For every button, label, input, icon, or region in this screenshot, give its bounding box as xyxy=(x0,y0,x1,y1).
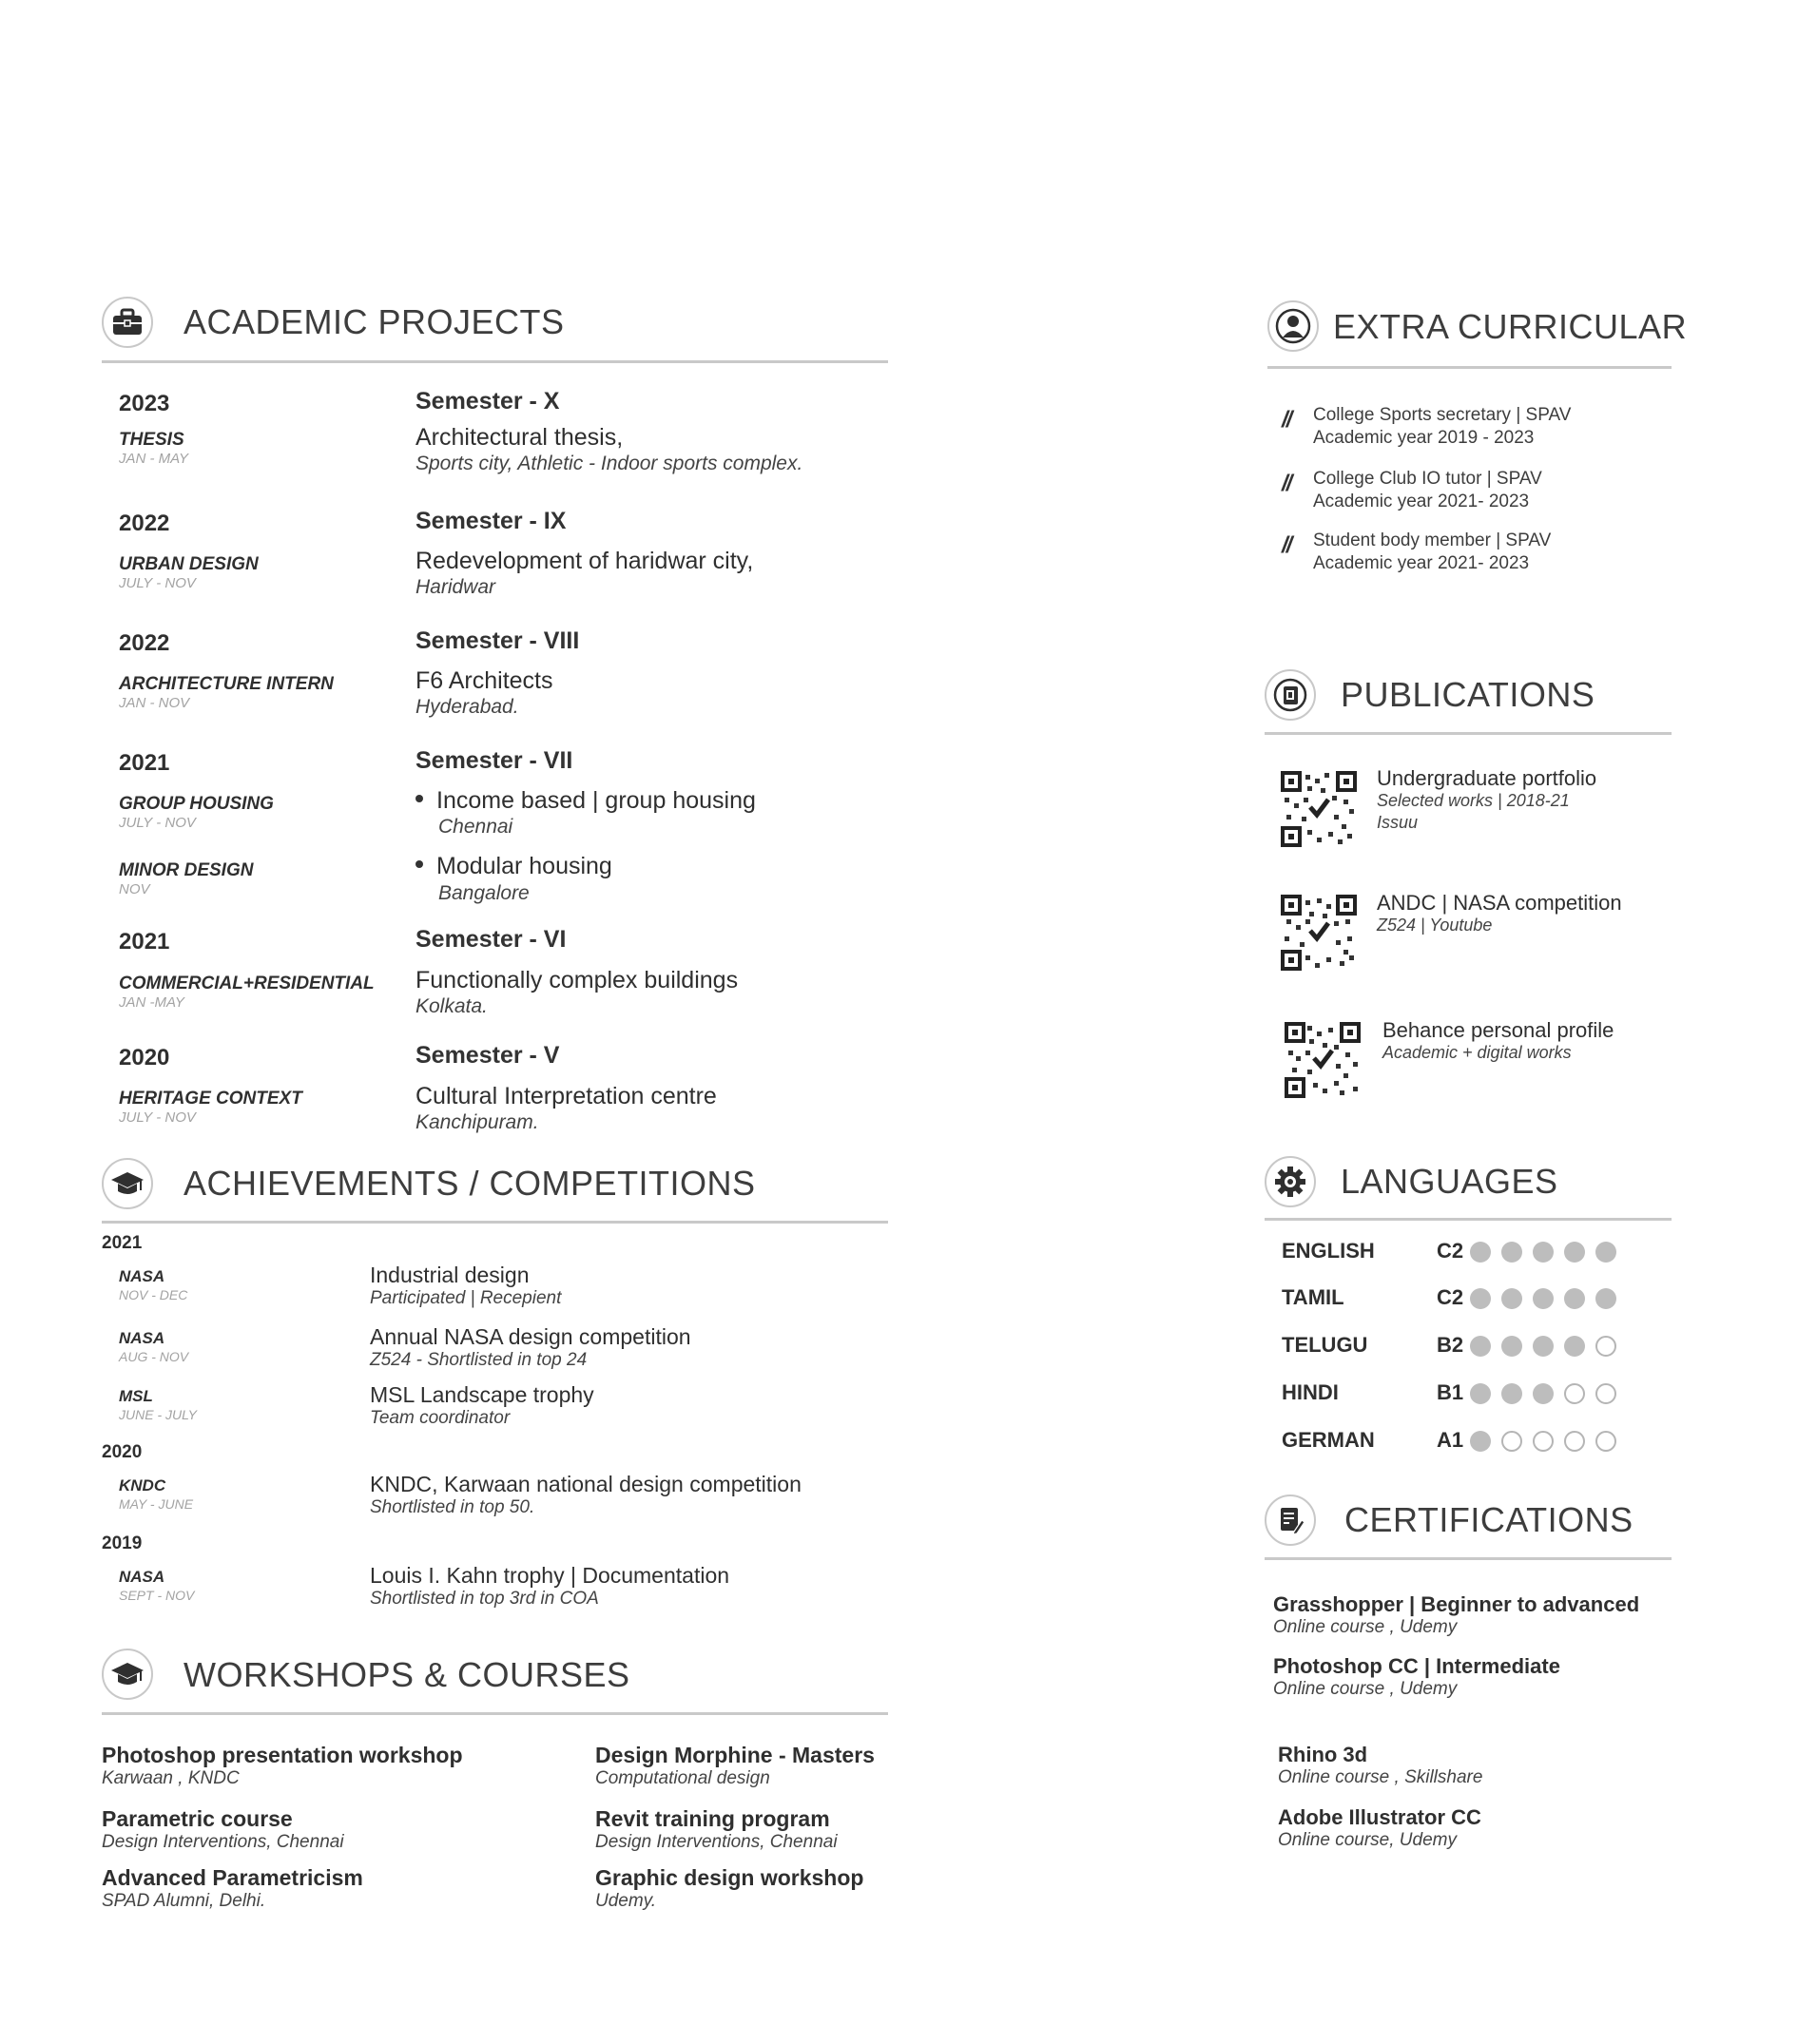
certification-provider: Online course , Udemy xyxy=(1273,1617,1458,1637)
filled-dot-icon xyxy=(1501,1336,1522,1357)
graduation-cap-icon xyxy=(102,1649,153,1700)
qr-code-icon[interactable] xyxy=(1281,895,1357,971)
project-category: COMMERCIAL+RESIDENTIAL xyxy=(119,974,375,993)
project-title-text: Modular housing xyxy=(436,853,612,879)
project-title xyxy=(416,853,612,880)
project-title: Redevelopment of haridwar city, xyxy=(416,548,754,574)
publication-title[interactable]: Undergraduate portfolio xyxy=(1377,766,1597,790)
filled-dot-icon xyxy=(1470,1288,1491,1309)
section-title: PUBLICATIONS xyxy=(1341,675,1595,714)
achievement-title: KNDC, Karwaan national design competition xyxy=(370,1472,802,1496)
course-title: Advanced Parametricism xyxy=(102,1865,363,1890)
certification-title: Adobe Illustrator CC xyxy=(1278,1805,1481,1829)
filled-dot-icon xyxy=(1533,1336,1554,1357)
project-semester: Semester - X xyxy=(416,388,560,415)
project-category: ARCHITECTURE INTERN xyxy=(119,674,334,694)
certification-provider: Online course , Skillshare xyxy=(1278,1767,1483,1787)
publication-detail: Academic + digital works xyxy=(1382,1043,1572,1062)
certification-title: Grasshopper | Beginner to advanced xyxy=(1273,1592,1640,1616)
section-divider xyxy=(102,360,888,363)
language-level: C2 xyxy=(1437,1239,1464,1263)
achievement-year: 2021 xyxy=(102,1233,143,1253)
course-provider: SPAD Alumni, Delhi. xyxy=(102,1891,266,1911)
achievement-year: 2019 xyxy=(102,1533,143,1553)
course-provider: Design Interventions, Chennai xyxy=(102,1832,344,1852)
project-duration: JAN - NOV xyxy=(119,695,190,711)
activity-period: Academic year 2021- 2023 xyxy=(1313,492,1530,511)
proficiency-dots xyxy=(1470,1383,1616,1404)
filled-dot-icon xyxy=(1533,1383,1554,1404)
empty-dot-icon xyxy=(1595,1431,1616,1452)
achievement-detail: Shortlisted in top 3rd in COA xyxy=(370,1589,599,1609)
course-provider: Udemy. xyxy=(595,1891,657,1911)
project-title xyxy=(416,787,756,815)
achievement-year: 2020 xyxy=(102,1442,143,1462)
filled-dot-icon xyxy=(1595,1242,1616,1263)
activity-period: Academic year 2019 - 2023 xyxy=(1313,428,1535,448)
slash-marker-icon: // xyxy=(1282,532,1291,558)
publication-book-icon xyxy=(1265,669,1316,721)
achievement-detail: Team coordinator xyxy=(370,1408,511,1428)
project-title: Functionally complex buildings xyxy=(416,967,739,993)
empty-dot-icon xyxy=(1564,1431,1585,1452)
course-title: Graphic design workshop xyxy=(595,1865,864,1890)
bullet-icon xyxy=(416,860,423,868)
course-provider: Design Interventions, Chennai xyxy=(595,1832,838,1852)
project-duration: JULY - NOV xyxy=(119,1109,196,1126)
section-title: LANGUAGES xyxy=(1341,1162,1558,1201)
filled-dot-icon xyxy=(1564,1336,1585,1357)
qr-code-icon[interactable] xyxy=(1281,771,1357,847)
project-location: Hyderabad. xyxy=(416,696,519,718)
section-divider xyxy=(1265,1218,1672,1221)
proficiency-dots xyxy=(1470,1288,1616,1309)
project-category: GROUP HOUSING xyxy=(119,794,274,814)
empty-dot-icon xyxy=(1533,1431,1554,1452)
project-location: Kanchipuram. xyxy=(416,1111,539,1133)
project-title-text: Income based | group housing xyxy=(436,787,756,814)
filled-dot-icon xyxy=(1470,1336,1491,1357)
achievement-org: NASA xyxy=(119,1568,165,1586)
project-semester: Semester - VII xyxy=(416,747,573,774)
filled-dot-icon xyxy=(1533,1288,1554,1309)
filled-dot-icon xyxy=(1501,1288,1522,1309)
achievement-duration: MAY - JUNE xyxy=(119,1496,194,1512)
achievement-org: NASA xyxy=(119,1329,165,1347)
project-location: Haridwar xyxy=(416,576,496,598)
publication-title[interactable]: ANDC | NASA competition xyxy=(1377,891,1622,915)
proficiency-dots xyxy=(1470,1242,1616,1263)
publication-platform: Issuu xyxy=(1377,813,1419,832)
course-provider: Computational design xyxy=(595,1768,770,1788)
project-title: F6 Architects xyxy=(416,667,553,694)
filled-dot-icon xyxy=(1564,1288,1585,1309)
language-name: ENGLISH xyxy=(1282,1239,1375,1263)
project-category: HERITAGE CONTEXT xyxy=(119,1089,302,1109)
slash-marker-icon: // xyxy=(1282,407,1291,433)
empty-dot-icon xyxy=(1564,1383,1585,1404)
graduation-cap-icon xyxy=(102,1158,153,1209)
achievement-detail: Shortlisted in top 50. xyxy=(370,1497,535,1517)
project-duration: NOV xyxy=(119,881,150,897)
achievement-title: Louis I. Kahn trophy | Documentation xyxy=(370,1563,730,1588)
project-year: 2021 xyxy=(119,929,170,955)
project-location: Kolkata. xyxy=(416,995,488,1017)
project-category: URBAN DESIGN xyxy=(119,554,259,574)
project-duration: JAN -MAY xyxy=(119,994,184,1011)
achievement-duration: JUNE - JULY xyxy=(119,1407,197,1422)
project-location: Chennai xyxy=(438,816,513,838)
certification-provider: Online course , Udemy xyxy=(1273,1679,1458,1699)
project-year: 2022 xyxy=(119,511,170,536)
achievement-duration: AUG - NOV xyxy=(119,1349,189,1364)
project-title: Cultural Interpretation centre xyxy=(416,1083,717,1109)
achievement-detail: Participated | Recepient xyxy=(370,1288,562,1308)
project-year: 2023 xyxy=(119,391,170,416)
empty-dot-icon xyxy=(1501,1431,1522,1452)
project-category: THESIS xyxy=(119,430,184,450)
project-semester: Semester - VI xyxy=(416,926,567,953)
project-semester: Semester - IX xyxy=(416,508,567,534)
course-title: Parametric course xyxy=(102,1806,293,1831)
filled-dot-icon xyxy=(1470,1431,1491,1452)
publication-detail: Selected works | 2018-21 xyxy=(1377,791,1570,810)
language-name: TAMIL xyxy=(1282,1285,1344,1309)
project-duration: JULY - NOV xyxy=(119,575,196,591)
project-location: Bangalore xyxy=(438,882,530,904)
section-title: ACADEMIC PROJECTS xyxy=(184,302,565,341)
section-divider xyxy=(1267,366,1672,369)
activity-role: Student body member | SPAV xyxy=(1313,530,1552,550)
publication-detail: Z524 | Youtube xyxy=(1377,916,1493,935)
project-duration: JAN - MAY xyxy=(119,451,189,467)
achievement-duration: SEPT - NOV xyxy=(119,1588,195,1603)
achievement-duration: NOV - DEC xyxy=(119,1287,188,1302)
language-name: HINDI xyxy=(1282,1380,1339,1404)
language-level: C2 xyxy=(1437,1285,1464,1309)
gear-icon xyxy=(1265,1156,1316,1207)
project-year: 2020 xyxy=(119,1045,170,1070)
course-provider: Karwaan , KNDC xyxy=(102,1768,240,1788)
section-title: ACHIEVEMENTS / COMPETITIONS xyxy=(184,1164,756,1203)
project-location: Sports city, Athletic - Indoor sports complex. xyxy=(416,453,803,474)
section-divider xyxy=(102,1712,888,1715)
project-category: MINOR DESIGN xyxy=(119,860,254,880)
section-divider xyxy=(1265,1557,1672,1560)
language-level: B2 xyxy=(1437,1333,1464,1357)
publication-title[interactable]: Behance personal profile xyxy=(1382,1018,1614,1042)
filled-dot-icon xyxy=(1595,1288,1616,1309)
achievement-org: NASA xyxy=(119,1267,165,1285)
section-title: EXTRA CURRICULAR xyxy=(1333,307,1688,346)
language-level: B1 xyxy=(1437,1380,1464,1404)
section-title: WORKSHOPS & COURSES xyxy=(184,1655,630,1694)
section-divider xyxy=(102,1221,888,1224)
filled-dot-icon xyxy=(1470,1383,1491,1404)
course-title: Design Morphine - Masters xyxy=(595,1743,875,1767)
language-name: GERMAN xyxy=(1282,1428,1375,1452)
bullet-icon xyxy=(416,795,423,802)
certificate-icon xyxy=(1265,1494,1316,1546)
course-title: Revit training program xyxy=(595,1806,830,1831)
achievement-org: KNDC xyxy=(119,1476,166,1494)
project-year: 2021 xyxy=(119,750,170,776)
certification-title: Rhino 3d xyxy=(1278,1743,1368,1766)
proficiency-dots xyxy=(1470,1431,1616,1452)
filled-dot-icon xyxy=(1501,1242,1522,1263)
achievement-title: Industrial design xyxy=(370,1263,530,1287)
filled-dot-icon xyxy=(1501,1383,1522,1404)
activity-role: College Sports secretary | SPAV xyxy=(1313,405,1572,425)
achievement-detail: Z524 - Shortlisted in top 24 xyxy=(370,1350,588,1370)
briefcase-icon xyxy=(102,297,153,348)
activity-role: College Club IO tutor | SPAV xyxy=(1313,469,1542,489)
project-semester: Semester - V xyxy=(416,1042,560,1069)
project-duration: JULY - NOV xyxy=(119,815,196,831)
achievement-title: MSL Landscape trophy xyxy=(370,1382,594,1407)
empty-dot-icon xyxy=(1595,1336,1616,1357)
empty-dot-icon xyxy=(1595,1383,1616,1404)
course-title: Photoshop presentation workshop xyxy=(102,1743,463,1767)
project-title: Architectural thesis, xyxy=(416,424,624,451)
project-year: 2022 xyxy=(119,630,170,656)
section-divider xyxy=(1265,732,1672,735)
certification-title: Photoshop CC | Intermediate xyxy=(1273,1654,1560,1678)
user-icon xyxy=(1267,300,1319,352)
achievement-org: MSL xyxy=(119,1387,153,1405)
filled-dot-icon xyxy=(1533,1242,1554,1263)
section-title: CERTIFICATIONS xyxy=(1344,1500,1633,1539)
certification-provider: Online course, Udemy xyxy=(1278,1830,1457,1850)
filled-dot-icon xyxy=(1564,1242,1585,1263)
slash-marker-icon: // xyxy=(1282,471,1291,496)
language-level: A1 xyxy=(1437,1428,1464,1452)
achievement-title: Annual NASA design competition xyxy=(370,1324,691,1349)
filled-dot-icon xyxy=(1470,1242,1491,1263)
proficiency-dots xyxy=(1470,1336,1616,1357)
activity-period: Academic year 2021- 2023 xyxy=(1313,553,1530,573)
project-semester: Semester - VIII xyxy=(416,627,580,654)
qr-code-icon[interactable] xyxy=(1285,1022,1361,1098)
language-name: TELUGU xyxy=(1282,1333,1368,1357)
